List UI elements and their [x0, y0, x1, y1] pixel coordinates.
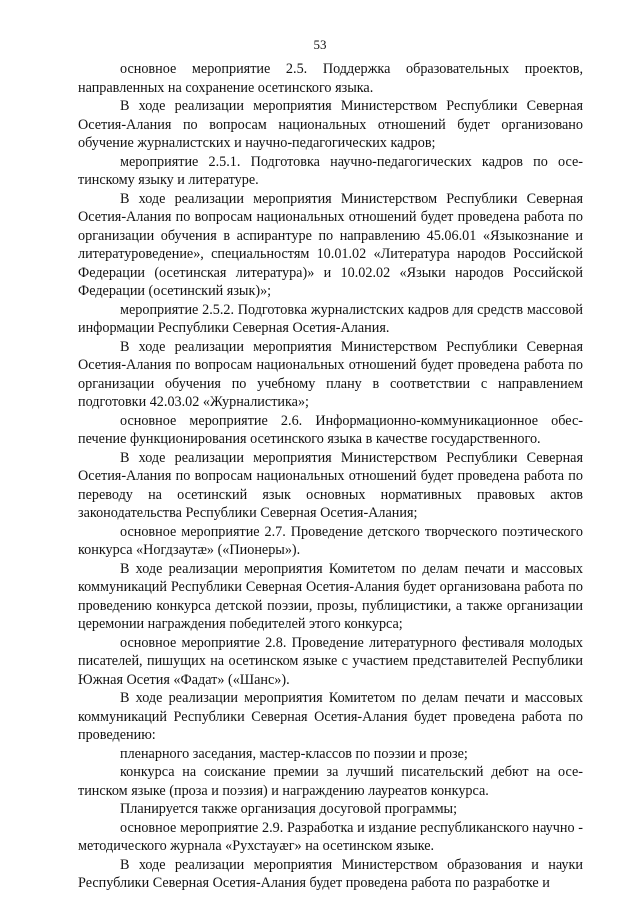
paragraph: В ходе реализации мероприятия Комитетом по делам печати и массовых коммуникаций Республики Северная Осетия-Алания будет проведена работа по проведению: [78, 690, 583, 743]
page-number: 53 [313, 37, 327, 52]
paragraph: В ходе реализации мероприятия Министерством образования и науки Республики Северная Осетия-Алания будет проведена работа по разработке и [78, 856, 583, 891]
paragraph: основное мероприятие 2.6. Информационно-коммуникационное обеспечение функционирования осетинского языка в качестве государственного. [78, 412, 583, 447]
paragraph: основное мероприятие 2.9. Разработка и издание республиканского научно - методического журнала «Рухстауæг» на осетинском языке. [78, 819, 583, 854]
paragraph: В ходе реализации мероприятия Министерством Республики Северная Осетия-Алания по вопросам национальных отношений будет проведена работа по организации обучения по учебному плану в соответствии с направлением подготовки 42.03.02 «Журналистика»; [78, 338, 583, 410]
paragraph: основное мероприятие 2.5. Поддержка образовательных проектов, направленных на сохранение осетинского языка. [78, 61, 583, 96]
paragraph: В ходе реализации мероприятия Министерством Республики Северная Осетия-Алания по вопросам национальных отношений будет проведена работа по переводу на осетинский язык основных нормативных правовых актов законодательства Республики Северная Осетия-Алания; [78, 449, 583, 521]
paragraph: основное мероприятие 2.7. Проведение детского творческого поэтического конкурса «Ногдзаутæ» («Пионеры»). [78, 523, 583, 558]
paragraph: В ходе реализации мероприятия Комитетом по делам печати и массовых коммуникаций Республики Северная Осетия-Алания будет организована работа по проведению конкурса детской поэзии, прозы, публицистики, а также организации церемонии награждения победителей этого конкурса; [78, 560, 583, 632]
paragraph: основное мероприятие 2.8. Проведение литературного фестиваля молодых писателей, пишущих на осетинском языке с участием представителей Республики Южная Осетия «Фадат» («Шанс»). [78, 634, 583, 688]
paragraph: конкурса на соискание премии за лучший писательский дебют на осетинском языке (проза и поэзия) и награждению лауреатов конкурса. [78, 764, 583, 799]
document-body [78, 60, 583, 893]
paragraph: пленарного заседания, мастер-классов по поэзии и прозе; [120, 745, 468, 762]
paragraph: мероприятие 2.5.2. Подготовка журналистских кадров для средств массовой информации Республики Северная Осетия-Алания. [78, 301, 583, 336]
paragraph: мероприятие 2.5.1. Подготовка научно-педагогических кадров по осетинскому языку и литературе. [78, 153, 583, 188]
paragraph: В ходе реализации мероприятия Министерством Республики Северная Осетия-Алания по вопросам национальных отношений будет проведена работа по организации обучения в аспирантуре по направлению 45.06.01 «Языкознание и литературоведение», специальностям 10.01.02 «Литература народов Российской Федерации (осетинская литература)» и 10.02.02 «Языки народов Российской Федерации (осетинский язык)»; [78, 190, 583, 299]
paragraph: Планируется также организация досуговой программы; [120, 801, 458, 817]
paragraph: В ходе реализации мероприятия Министерством Республики Северная Осетия-Алания по вопросам национальных отношений будет организовано обучение журналистских и научно-педагогических кадров; [78, 98, 583, 151]
